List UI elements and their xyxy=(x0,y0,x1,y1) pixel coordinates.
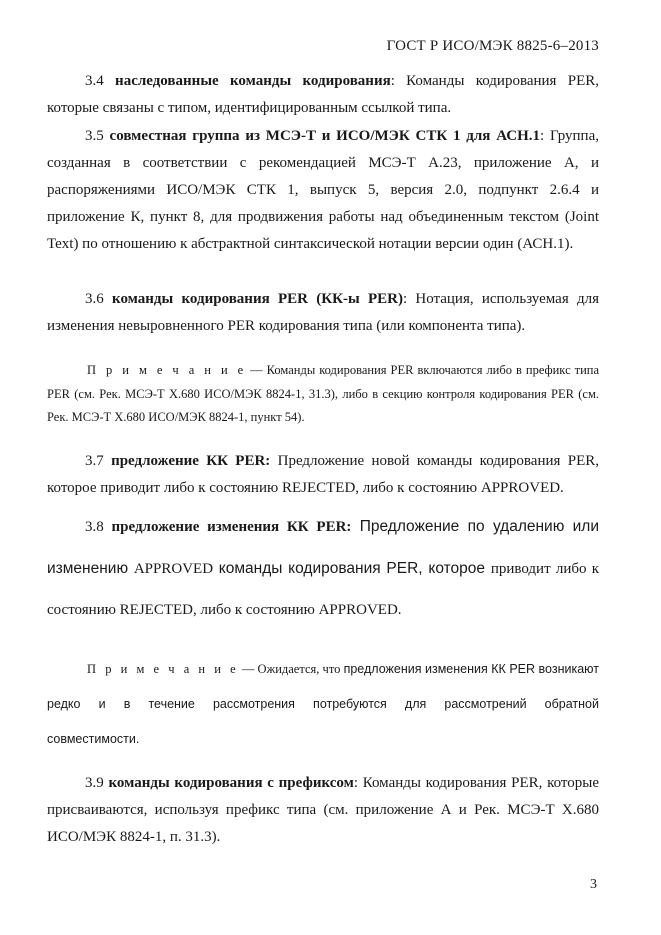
definition-3-8 xyxy=(47,506,599,631)
term: предложение КК PER: xyxy=(111,453,271,469)
note-label: П р и м е ч а н и е xyxy=(87,662,239,676)
note-text: предложения изменения КК PER возникают xyxy=(343,662,600,676)
clause-number: 3.7 xyxy=(85,453,104,469)
definition-text: команды кодирования PER, которое xyxy=(213,560,491,577)
definition-3-5 xyxy=(47,123,599,258)
note-text: — Ожидается, что xyxy=(238,662,344,676)
term: команды кодирования PER (КК-ы PER) xyxy=(112,291,403,307)
definition-line xyxy=(47,506,599,548)
note-label: П р и м е ч а н и е xyxy=(87,363,247,377)
definition-text: : Нотация, используемая для изменения невыровненного PER кодирования типа (или компонента типа). xyxy=(47,291,599,334)
term: наследованные команды кодирования xyxy=(115,73,391,89)
document-header: ГОСТ Р ИСО/МЭК 8825-6–2013 xyxy=(386,38,599,54)
definition-3-4 xyxy=(47,68,599,122)
definition-text: : Команды кодирования PER, которые присваиваются, используя префикс типа (см. приложение А и Рек. МСЭ-Т X.680 ИСО/МЭК 8824-1, п. 31.3). xyxy=(47,775,599,845)
definition-text: : Команды кодирования PER, которые связаны с типом, идентифицированным ссылкой типа. xyxy=(47,73,600,116)
clause-number: 3.8 xyxy=(85,519,104,535)
definition-3-6 xyxy=(47,286,599,340)
definition-text: Предложение новой команды кодирования PER, которое приводит либо к состоянию REJECTED, либо к состоянию APPROVED. xyxy=(47,453,599,496)
definition-line: состоянию REJECTED, либо к состоянию APPROVED. xyxy=(47,602,402,618)
clause-number: 3.4 xyxy=(85,73,104,89)
definition-3-9 xyxy=(47,770,599,851)
definition-line xyxy=(47,548,599,590)
term: совместная группа из МСЭ-Т и ИСО/МЭК СТК 1 для АСН.1 xyxy=(109,128,541,144)
note-1 xyxy=(47,359,599,430)
term: предложение изменения КК PER: xyxy=(111,519,352,535)
note-line: редко и в течение рассмотрения потребуются для рассмотрений обратной xyxy=(47,697,599,711)
definition-text: : Группа, созданная в соответствии с рекомендацией МСЭ-Т А.23, приложение А, и распоряжениями ИСО/МЭК СТК 1, выпуск 5, версия 2.0, подпункт 2.6.4 и приложение К, пункт 8, для продвижения работы над объединенным текстом (Joint Text) по отношению к абстрактной синтаксической нотации версии один (АСН.1). xyxy=(47,128,599,252)
definition-text: приводит либо к xyxy=(490,561,600,577)
page-number: 3 xyxy=(590,877,597,892)
definition-text: APPROVED xyxy=(133,561,214,577)
term: команды кодирования с префиксом xyxy=(108,775,354,791)
clause-number: 3.5 xyxy=(85,128,104,144)
note-line xyxy=(47,652,599,687)
note-text: — Команды кодирования PER включаются либо в префикс типа PER (см. Рек. МСЭ-Т X.680 ИСО/МЭК 8824-1, 31.3), либо в секцию контроля кодирования PER (см. Рек. МСЭ-Т X.680 ИСО/МЭК 8824-1, пункт 54). xyxy=(47,363,600,424)
definition-3-7 xyxy=(47,448,599,502)
clause-number: 3.9 xyxy=(85,775,104,791)
definition-text: изменению xyxy=(47,560,134,577)
note-2 xyxy=(47,652,599,757)
note-line: совместимости. xyxy=(47,732,140,746)
clause-number: 3.6 xyxy=(85,291,104,307)
definition-text: Предложение по удалению или xyxy=(351,518,600,535)
